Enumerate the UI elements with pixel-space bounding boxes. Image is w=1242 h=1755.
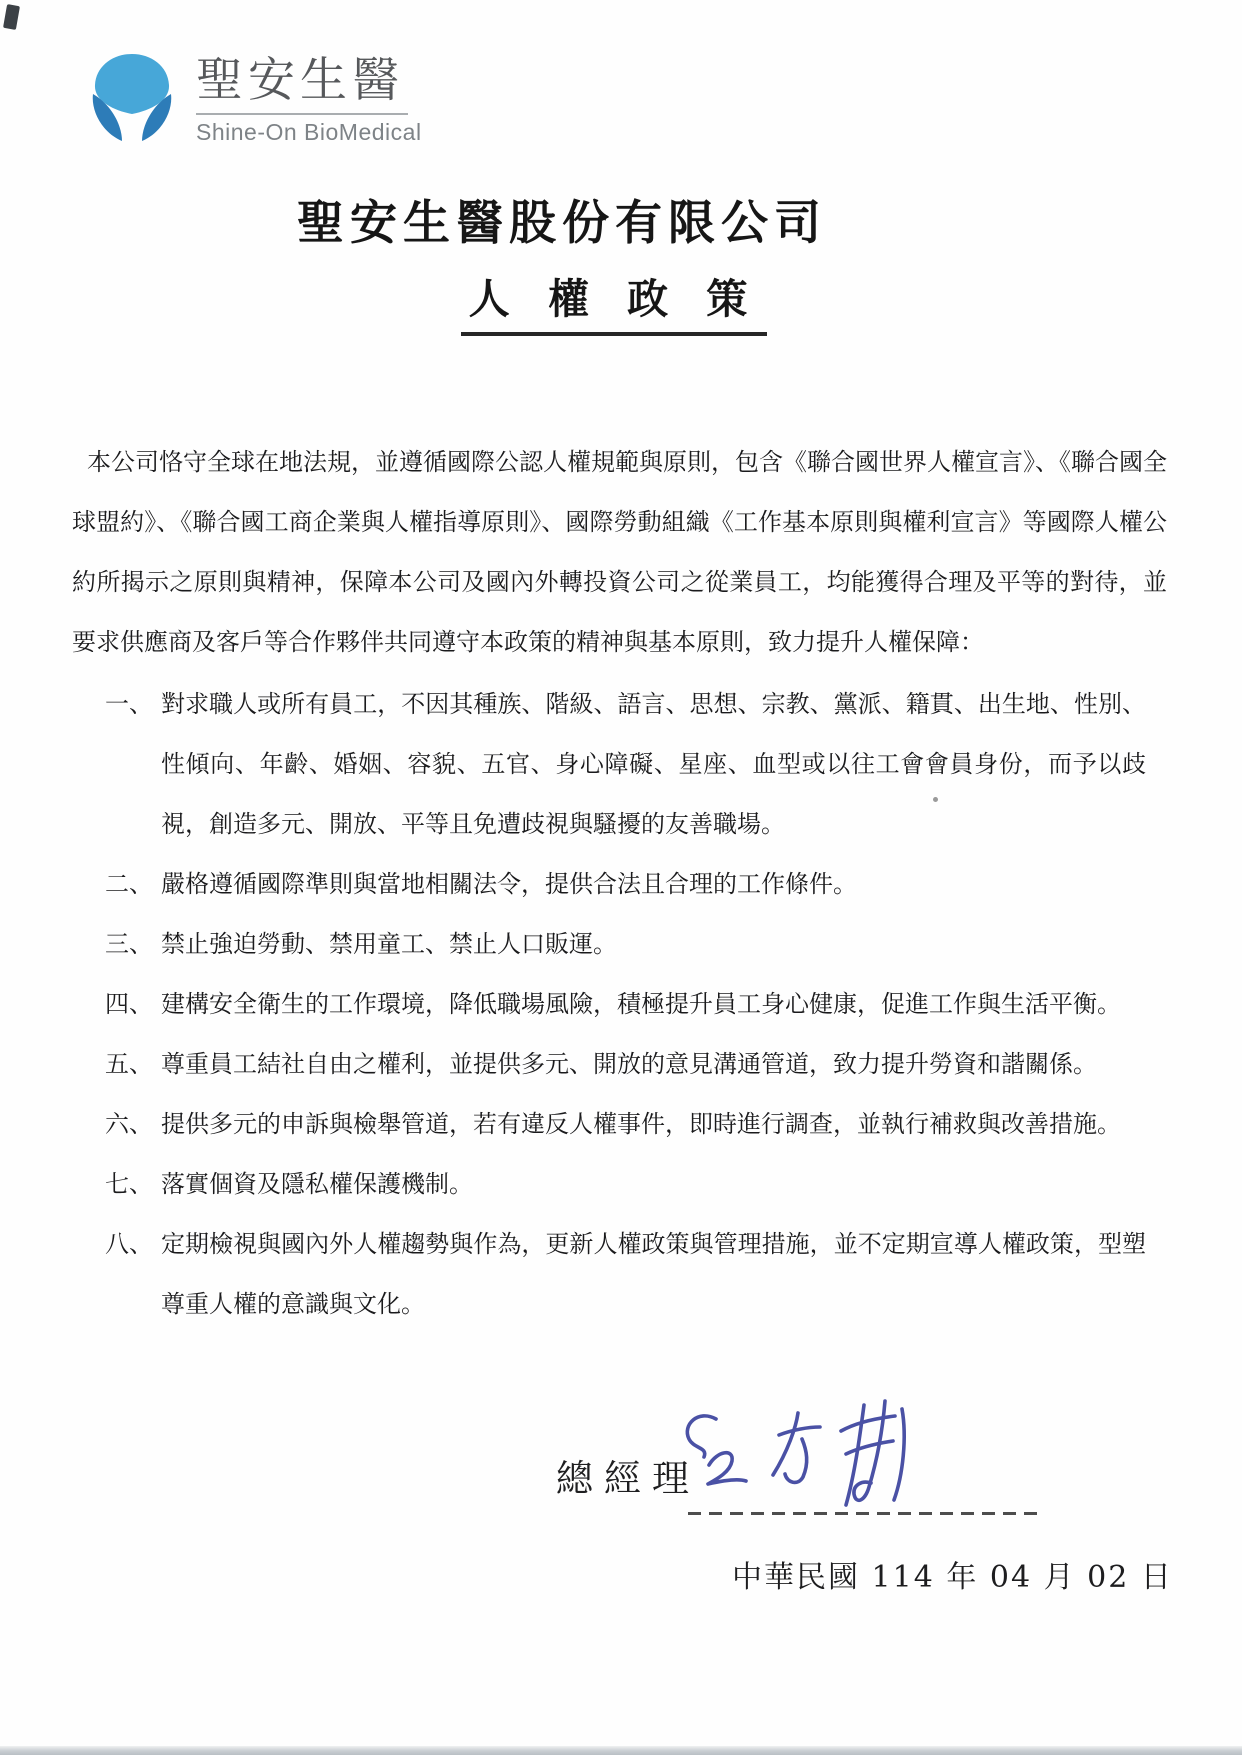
- item-text: 嚴格遵循國際準則與當地相關法令，提供合法且合理的工作條件。: [161, 870, 857, 898]
- logo-icon: [82, 46, 182, 152]
- policy-item-1: [72, 674, 1172, 854]
- page-bottom-scan-edge: [0, 1746, 1242, 1755]
- item-text: 提供多元的申訴與檢舉管道，若有違反人權事件，即時進行調查，並執行補救與改善措施。: [161, 1110, 1121, 1138]
- item-number: 七、: [105, 1170, 153, 1198]
- policy-item-3: [72, 914, 1172, 974]
- policy-item-8: [72, 1214, 1172, 1334]
- policy-list: [72, 674, 1172, 1334]
- item-number: 一、: [105, 690, 153, 718]
- document-title: 聖安生醫股份有限公司: [297, 196, 827, 251]
- document-date: 中華民國 114 年 04 月 02 日: [732, 1560, 1173, 1595]
- item-text: 禁止強迫勞動、禁用童工、禁止人口販運。: [161, 930, 617, 958]
- brand-divider: [196, 113, 408, 115]
- document-subtitle: 人 權 政 策: [461, 266, 768, 336]
- intro-paragraph: 本公司恪守全球在地法規，並遵循國際公認人權規範與原則，包含《聯合國世界人權宣言》、《聯合國全球盟約》、《聯合國工商企業與人權指導原則》、國際勞動組織《工作基本原則與權利宣言》等國際人權公約所揭示之原則與精神，保障本公司及國內外轉投資公司之從業員工，均能獲得合理及平等的對待，並要求供應商及客戶等合作夥伴共同遵守本政策的精神與基本原則，致力提升人權保障：: [72, 448, 1167, 656]
- item-number: 二、: [105, 870, 153, 898]
- policy-item-4: [72, 974, 1172, 1034]
- policy-item-6: [72, 1094, 1172, 1154]
- brand-name-zh: 聖安生醫: [196, 53, 404, 106]
- policy-item-5: [72, 1034, 1172, 1094]
- item-text: 對求職人或所有員工，不因其種族、階級、語言、思想、宗教、黨派、籍貫、出生地、性別、性傾向、年齡、婚姻、容貌、五官、身心障礙、星座、血型或以往工會會員身份，而予以歧視，創造多元、開放、平等且免遭歧視與騷擾的友善職場。: [161, 690, 1146, 838]
- brand-name-en: Shine-On BioMedical: [196, 119, 422, 145]
- item-text: 建構安全衛生的工作環境，降低職場風險，積極提升員工身心健康，促進工作與生活平衡。: [161, 990, 1121, 1018]
- item-text: 定期檢視與國內外人權趨勢與作為，更新人權政策與管理措施，並不定期宣導人權政策，型塑尊重人權的意識與文化。: [161, 1230, 1146, 1318]
- brand-block: [196, 46, 422, 146]
- item-number: 八、: [105, 1230, 153, 1258]
- signer-title: 總經理: [556, 1457, 700, 1500]
- item-number: 五、: [105, 1050, 153, 1078]
- policy-item-7: [72, 1154, 1172, 1214]
- scan-artifact: [3, 4, 20, 30]
- item-number: 六、: [105, 1110, 153, 1138]
- policy-item-2: [72, 854, 1172, 914]
- item-text: 尊重員工結社自由之權利，並提供多元、開放的意見溝通管道，致力提升勞資和諧關係。: [161, 1050, 1097, 1078]
- company-logo: [82, 46, 422, 152]
- document-subtitle-row: [0, 266, 1228, 336]
- item-number: 四、: [105, 990, 153, 1018]
- signature-line: [688, 1512, 1038, 1515]
- item-number: 三、: [105, 930, 153, 958]
- signature-handwriting: [678, 1393, 946, 1521]
- item-text: 落實個資及隱私權保護機制。: [161, 1170, 473, 1198]
